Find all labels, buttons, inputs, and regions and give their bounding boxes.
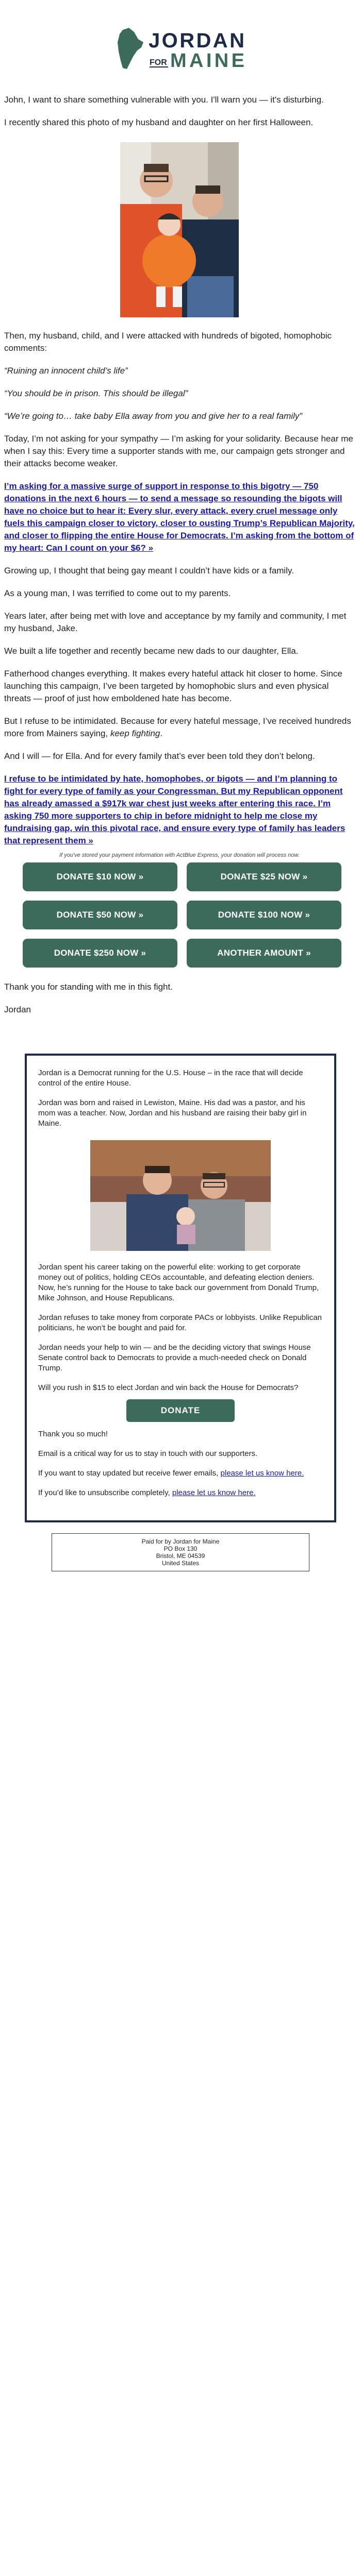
paid-for-disclaimer: Paid for by Jordan for Maine PO Box 130 Bristol, ME 04539 United States (52, 1533, 309, 1571)
signature: Jordan (4, 1005, 31, 1014)
fewer-emails-link[interactable]: please let us know here. (220, 1469, 304, 1478)
bio-paragraph: Email is a critical way for us to stay in touch with our supporters. (38, 1449, 258, 1458)
bio-paragraph: Jordan refuses to take money from corporate PACs or lobbyists. Unlike Republican politicians, he won’t be bought and paid for. (38, 1313, 322, 1332)
bio-paragraph: If you want to stay updated but receive fewer emails, please let us know here. (38, 1469, 304, 1478)
paragraph: And I will — for Ella. And for every family that’s ever been told they don’t belong. (4, 751, 315, 761)
donate-25-button[interactable]: DONATE $25 NOW » (187, 862, 341, 891)
quote: “You should be in prison. This should be illegal” (4, 388, 188, 398)
maine-map-icon (118, 28, 143, 69)
halloween-family-photo (120, 142, 239, 317)
logo-jordan: JORDAN (149, 29, 244, 52)
bio-paragraph: Jordan spent his career taking on the powerful elite: working to get corporate money out of politics, holding CEOs accountable, and defeating election deniers. Now, he’s running for the House to take back our government from Donald Trump, Mike Johnson, and House Republicans. (38, 1263, 319, 1302)
bio-paragraph: Jordan was born and raised in Lewiston, Maine. His dad was a pastor, and his mom was a teacher. Now, Jordan and his husband are raising their baby girl in Maine. (38, 1098, 307, 1128)
paragraph: I recently shared this photo of my husband and daughter on her first Halloween. (4, 117, 314, 127)
paragraph: Today, I’m not asking for your sympathy — I’m asking for your solidarity. Because hear me when I say this: Every time a supporter stands with me, our campaign gets stronger and their attacks become weaker. (4, 434, 353, 468)
email-body (0, 94, 355, 1016)
bio-paragraph: Will you rush in $15 to elect Jordan and win back the House for Democrats? (38, 1383, 299, 1392)
donate-button-grid (23, 862, 355, 968)
paragraph: Then, my husband, child, and I were attacked with hundreds of bigoted, homophobic comments: (4, 331, 332, 353)
emphasis: keep fighting (110, 728, 160, 738)
donate-50-button[interactable]: DONATE $50 NOW » (23, 901, 177, 929)
candidate-bio-box (25, 1054, 336, 1522)
actblue-note: If you've stored your payment information with ActBlue Express, your donation will process now. (59, 852, 300, 858)
donate-250-button[interactable]: DONATE $250 NOW » (23, 939, 177, 968)
unsubscribe-link[interactable]: please let us know here. (172, 1488, 256, 1497)
paragraph: Fatherhood changes everything. It makes every hateful attack hit closer to home. Since launching this campaign, I’ve been targeted by homophobic slurs and even physical threats — proof of just how emboldened hate has become. (4, 669, 342, 703)
family-portrait-photo (90, 1140, 271, 1251)
quote: “We’re going to… take baby Ella away from you and give her to a real family” (4, 411, 302, 421)
donate-other-amount-button[interactable]: ANOTHER AMOUNT » (187, 939, 341, 968)
paragraph: John, I want to share something vulnerable with you. I'll warn you — it's disturbing. (4, 95, 324, 105)
paragraph: Growing up, I thought that being gay meant I couldn’t have kids or a family. (4, 566, 294, 575)
donate-10-button[interactable]: DONATE $10 NOW » (23, 862, 177, 891)
campaign-logo (0, 0, 361, 73)
bio-paragraph: If you’d like to unsubscribe completely, please let us know here. (38, 1488, 256, 1497)
paragraph: Years later, after being met with love and acceptance by my family and community, I met my husband, Jake. (4, 611, 347, 633)
paragraph: But I refuse to be intimidated. Because for every hateful message, I’ve received hundreds more from Mainers saying, keep fighting. (4, 716, 351, 738)
bio-paragraph: Thank you so much! (38, 1430, 108, 1438)
paragraph: Thank you for standing with me in this fight. (4, 982, 173, 992)
logo-for: FOR (150, 58, 167, 67)
donate-button[interactable]: DONATE (126, 1399, 235, 1422)
donate-cta-link[interactable]: I’m asking for a massive surge of support in response to this bigotry — 750 donations in the next 6 hours — to send a message so resounding the bigots will have no choice but to hear it: Every slur, every attack, every cruel message only fuels this campaign closer to victory, closer to ousting Trump’s Republican Majority, and closer to flipping the entire House for Democrats. I’m asking from the bottom of my heart: Can I count on your $6? » (4, 481, 355, 553)
donate-100-button[interactable]: DONATE $100 NOW » (187, 901, 341, 929)
bio-paragraph: Jordan is a Democrat running for the U.S. House – in the race that will decide control of the entire House. (38, 1069, 303, 1088)
paragraph: As a young man, I was terrified to come out to my parents. (4, 588, 231, 598)
quote: “Ruining an innocent child’s life” (4, 366, 128, 376)
paragraph: We built a life together and recently became new dads to our daughter, Ella. (4, 646, 299, 656)
bio-paragraph: Jordan needs your help to win — and be the deciding victory that swings House Senate control back to Democrats to provide a much-needed check on Donald Trump. (38, 1343, 311, 1372)
logo-maine: MAINE (170, 50, 244, 72)
donate-cta-link[interactable]: I refuse to be intimidated by hate, homophobes, or bigots — and I’m planning to fight for every type of family as your Congressman. But my Republican opponent has already amassed a $917k war chest just weeks after entering this race. I’m asking 750 more supporters to chip in before midnight to help me close my fundraising gap, win this pivotal race, and ensure every type of family has leaders that represent them » (4, 774, 346, 845)
